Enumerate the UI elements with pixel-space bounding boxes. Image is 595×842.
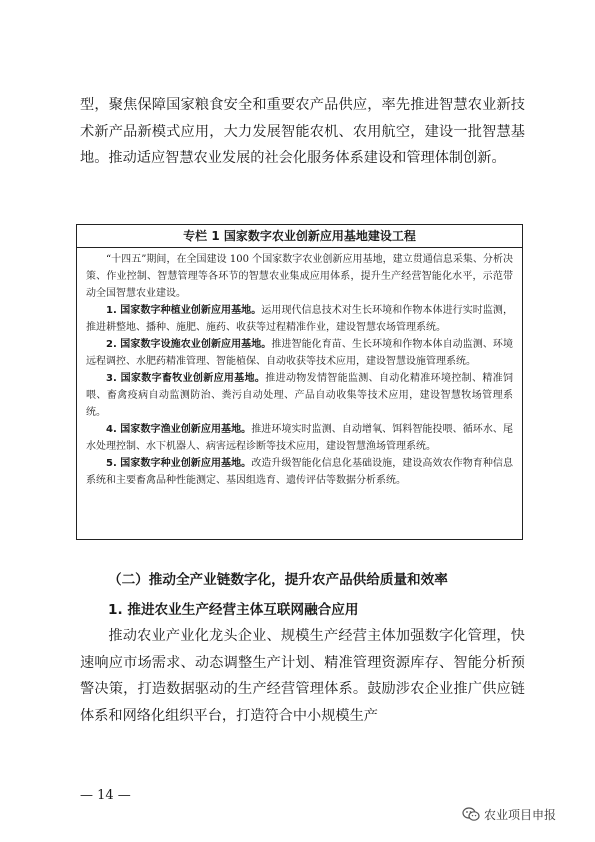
watermark-text: 农业项目申报: [484, 808, 557, 822]
section-heading: （二）推动全产业链数字化，提升农产品供给质量和效率: [108, 572, 448, 588]
watermark: [462, 806, 556, 823]
box-item-5-text: 改造升级智能化信息化基础设施，建设高效农作物育种信息系统和主要畜禽品种性能测定、基因组选育、遗传评估等数据分析系统。: [86, 458, 513, 486]
wechat-icon: [462, 807, 480, 822]
box-title: 专栏 1 国家数字农业创新应用基地建设工程: [77, 225, 522, 248]
sidebar-box: [76, 224, 523, 540]
subsection-heading: 1. 推进农业生产经营主体互联网融合应用: [108, 602, 359, 618]
box-item-4-text: 推进环境实时监测、自动增氧、饵料智能投喂、循环水、尾水处理控制、水下机器人、病害远程诊断等技术应用，建设智慧渔场管理系统。: [86, 424, 513, 452]
box-item-3-title: 3. 国家数字畜牧业创新应用基地。: [106, 373, 266, 384]
body-paragraph-2: 推动农业产业化龙头企业、规模生产经营主体加强数字化管理，快速响应市场需求、动态调整生产计划、精准管理资源库存、智能分析预警决策，打造数据驱动的生产经营管理体系。鼓励涉农企业推广供应链体系和网络化组织平台，打造符合中小规模生产: [80, 628, 525, 724]
box-body: [77, 248, 522, 489]
box-item-5: [86, 455, 513, 489]
box-item-1: [86, 302, 513, 336]
box-item-2-title: 2. 国家数字设施农业创新应用基地。: [106, 339, 272, 350]
box-item-3: [86, 370, 513, 421]
box-item-2: [86, 336, 513, 370]
box-item-3-text: 推进动物发情智能监测、自动化精准环境控制、精准饲喂、畜禽疫病自动监测防治、粪污自动处理、产品自动收集等技术应用，建设智慧牧场管理系统。: [86, 373, 513, 418]
page-number: — 14 —: [80, 788, 131, 803]
box-item-2-text: 推进智能化育苗、生长环境和作物本体自动监测、环境远程调控、水肥药精准管理、智能植保、自动收获等技术应用，建设智慧设施管理系统。: [86, 339, 513, 367]
body-paragraph-1: 型，聚焦保障国家粮食安全和重要农产品供应，率先推进智慧农业新技术新产品新模式应用，大力发展智能农机、农用航空，建设一批智慧基地。推动适应智慧农业发展的社会化服务体系建设和管理体制创新。: [80, 97, 525, 167]
box-item-1-title: 1. 国家数字种植业创新应用基地。: [106, 305, 262, 316]
box-item-5-title: 5. 国家数字种业创新应用基地。: [106, 458, 252, 469]
box-intro: “十四五”期间，在全国建设 100 个国家数字农业创新应用基地，建立贯通信息采集、分析决策、作业控制、智慧管理等各环节的智慧农业集成应用体系，提升生产经营智能化水平，示范带动全国智慧农业建设。: [86, 254, 513, 299]
box-item-4: [86, 421, 513, 455]
box-item-4-title: 4. 国家数字渔业创新应用基地。: [106, 424, 252, 435]
box-item-1-text: 运用现代信息技术对生长环境和作物本体进行实时监测，推进耕整地、播种、施肥、施药、收获等过程精准作业，建设智慧农场管理系统。: [86, 305, 513, 333]
